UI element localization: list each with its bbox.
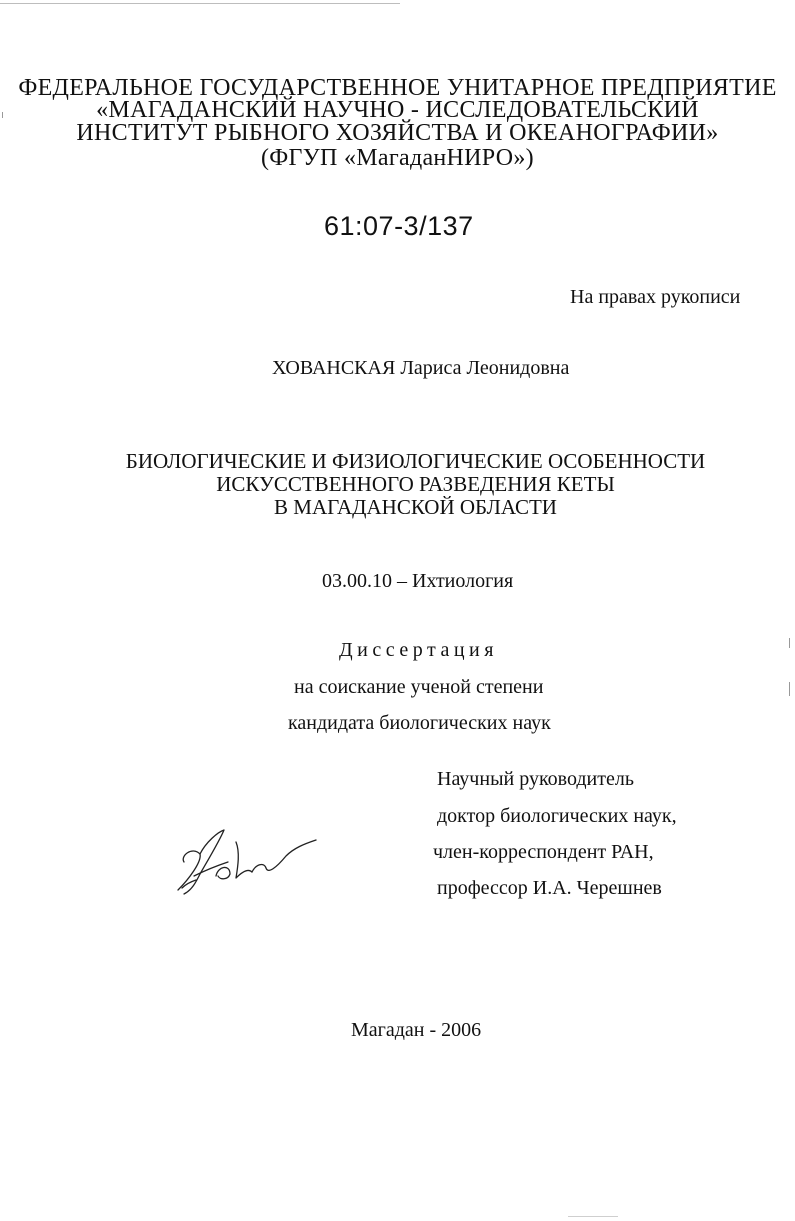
scan-edge-line [568, 1216, 618, 1217]
header-line-3: ИНСТИТУТ РЫБНОГО ХОЗЯЙСТВА И ОКЕАНОГРАФИИ» [76, 120, 719, 146]
specialty: 03.00.10 – Ихтиология [322, 570, 514, 592]
manuscript-note: На правах рукописи [570, 286, 741, 308]
dissertation-label: Диссертация [339, 639, 498, 661]
supervisor-rank: член-корреспондент РАН, [433, 841, 654, 863]
handwritten-signature [170, 818, 320, 898]
city-year: Магадан - 2006 [351, 1019, 482, 1041]
author-name [272, 358, 569, 378]
author-surname: ХОВАНСКАЯ [272, 357, 396, 379]
title-line-1: БИОЛОГИЧЕСКИЕ И ФИЗИОЛОГИЧЕСКИЕ ОСОБЕННОСТИ [125, 449, 706, 473]
scan-edge-mark [789, 682, 790, 696]
header-line-4: (ФГУП «МагаданНИРО») [261, 145, 534, 171]
supervisor-name: профессор И.А. Черешнев [437, 877, 662, 899]
author-given-names: Лариса Леонидовна [400, 357, 570, 379]
title-line-2: ИСКУССТВЕННОГО РАЗВЕДЕНИЯ КЕТЫ [216, 472, 615, 496]
dissertation-degree-line: на соискание ученой степени [294, 676, 544, 698]
dissertation-field-line: кандидата биологических наук [288, 712, 551, 734]
header-line-2: «МАГАДАНСКИЙ НАУЧНО - ИССЛЕДОВАТЕЛЬСКИЙ [96, 97, 699, 123]
supervisor-title: Научный руководитель [437, 768, 634, 790]
header-line-1: ФЕДЕРАЛЬНОЕ ГОСУДАРСТВЕННОЕ УНИТАРНОЕ ПРЕДПРИЯТИЕ [18, 75, 777, 101]
supervisor-degree: доктор биологических наук, [437, 805, 677, 827]
scan-edge-mark [789, 638, 790, 648]
title-line-3: В МАГАДАНСКОЙ ОБЛАСТИ [274, 495, 557, 519]
scan-edge-line [0, 3, 400, 4]
catalog-code: 61:07-3/137 [324, 211, 474, 241]
